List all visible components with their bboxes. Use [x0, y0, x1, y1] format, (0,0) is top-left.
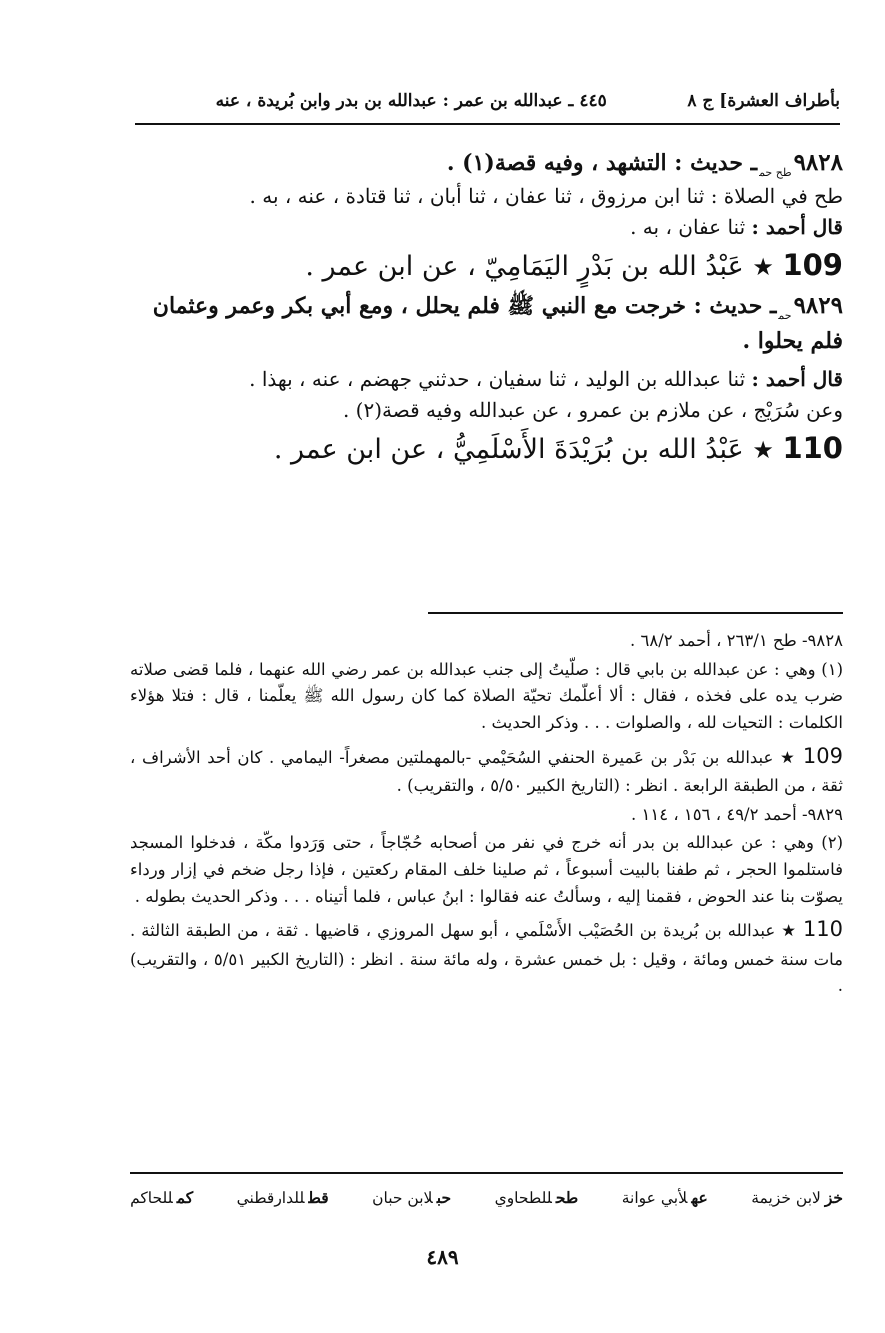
hadith-9828-heading — [130, 145, 843, 181]
footnote-source-9829: ٩٨٢٩- أحمد ٤٩/٢ ، ١٥٦ ، ١١٤ . — [630, 804, 843, 824]
header-part-chapter: ٤٤٥ ـ عبدالله بن عمر : عبدالله بن بدر وابن بُريدة ، عنه — [215, 91, 607, 111]
abbreviation-item: طحللطحاوي — [494, 1188, 579, 1207]
chain-text: ثنا عفان ، به . — [630, 215, 746, 240]
footnote-biography-110 — [130, 912, 843, 999]
biography-number: 110 — [802, 917, 844, 942]
biography-number: 109 — [782, 248, 843, 283]
page-number: ٤٨٩ — [426, 1245, 459, 1269]
hadith-sigla: حم — [778, 308, 792, 322]
footnote-separator — [428, 612, 843, 614]
abbreviations-rule — [130, 1172, 843, 1174]
footnote-source-9828: ٩٨٢٨- طح ٢٦٣/١ ، أحمد ٦٨/٢ . — [629, 631, 843, 650]
hadith-9828-chain-1: طح في الصلاة : ثنا ابن مرزوق ، ثنا عفان ، ثنا أبان ، ثنا قتادة ، عنه ، به . — [249, 184, 843, 209]
biography-note-text: عبدالله بن بُريدة بن الحُصَيْب الأَسْلَمي ، أبو سهل المروزي ، قاضيها . ثقة ، من الطبقة الثالثة . مات سنة خمس ومائة ، وقيل : بل خمس عشرة ، وله مائة سنة . انظر : (التاريخ الكبير ٥/٥١ ، والتقريب) . — [130, 921, 843, 996]
footnote-biography-109 — [130, 739, 843, 800]
star-icon: ★ — [752, 436, 774, 465]
hadith-title: ـ حديث : التشهد ، وفيه قصة(١) . — [446, 150, 758, 176]
footnote-2: (٢) وهي : عن عبدالله بن بدر أنه خرج في نفر من أصحابه حُجّاجاً ، حتى وَرَدوا مكّة ، فدخلوا المسجد فاستلموا الحجر ، ثم طفنا بالبيت أسبوعاً ، ثم صلينا خلف المقام ركعتين ، فإذا رجل ضخم في إزار ورداء يصوّت بنا عند الحوض ، فقمنا إليه ، وسألتُ عنه فقالوا : ابنُ عباس ، فلما أتيناه . . . وذكر الحديث بطوله . — [130, 833, 843, 906]
running-header — [135, 86, 840, 116]
hadith-9829-chain-2: وعن سُرَيْج ، عن ملازم بن عمرو ، عن عبدالله وفيه قصة(٢) . — [342, 398, 843, 423]
biography-110-heading — [130, 426, 843, 471]
abbreviations-key — [130, 1188, 843, 1207]
biography-name: عَبْدُ الله بن بَدْرٍ اليَمَامِيّ ، عن ابن عمر . — [305, 251, 744, 283]
narrator-label: قال أحمد : — [751, 215, 843, 240]
hadith-9828-chain-2 — [130, 212, 843, 243]
star-icon: ★ — [781, 921, 797, 941]
header-rule — [135, 123, 840, 125]
star-icon: ★ — [752, 253, 774, 282]
main-text — [130, 145, 843, 471]
abbreviation-item: كمللحاكم — [130, 1188, 194, 1207]
biography-name: عَبْدُ الله بن بُرَيْدَةَ الأَسْلَمِيُّ ، عن ابن عمر . — [273, 434, 744, 466]
abbreviation-item: حبلابن حبان — [372, 1188, 452, 1207]
biography-number: 109 — [802, 743, 843, 768]
chain-text: ثنا عبدالله بن الوليد ، ثنا سفيان ، حدثني جهضم ، عنه ، بهذا . — [249, 367, 746, 392]
hadith-number: ٩٨٢٩ — [793, 291, 843, 319]
header-part-volume: بأطراف العشرة] ج ٨ — [687, 91, 840, 111]
biography-number: 110 — [782, 431, 843, 466]
hadith-title: ـ حديث : خرجت مع النبي ﷺ فلم يحلل ، ومع أبي بكر وعمر وعثمان فلم يحلوا . — [152, 292, 843, 355]
abbreviation-item: خزلابن خزيمة — [751, 1188, 843, 1207]
abbreviation-item: قطللدارقطني — [236, 1188, 329, 1207]
hadith-sigla: طح حم — [759, 166, 792, 179]
abbreviation-item: عهلأبي عوانة — [621, 1188, 708, 1207]
footnote-1: (١) وهي : عن عبدالله بن بابي قال : صلّيتُ إلى جنب عبدالله بن عمر رضي الله عنهما ، فلما قضى صلاته ضرب يده على فخذه ، فقال : ألا أعلّمك تحيّة الصلاة كما كان رسول الله ﷺ يعلّمنا ، قال : فتلا هؤلاء الكلمات : التحيات لله ، والصلوات . . . وذكر الحديث . — [130, 659, 843, 733]
biography-109-heading — [130, 243, 843, 288]
hadith-9829-chain-1 — [130, 364, 843, 395]
biography-note-text: عبدالله بن بَدْر بن عَميرة الحنفي السُحَيْمي -بالمهملتين مصغراً- اليمامي . كان أحد الأشراف ، ثقة ، من الطبقة الرابعة . انظر : (التاريخ الكبير ٥/٥٠ ، والتقريب) . — [130, 747, 843, 795]
hadith-number: ٩٨٢٨ — [793, 149, 843, 176]
narrator-label: قال أحمد : — [751, 367, 843, 392]
hadith-9829-heading — [130, 288, 843, 358]
star-icon: ★ — [780, 747, 797, 767]
footnotes — [130, 628, 843, 1002]
